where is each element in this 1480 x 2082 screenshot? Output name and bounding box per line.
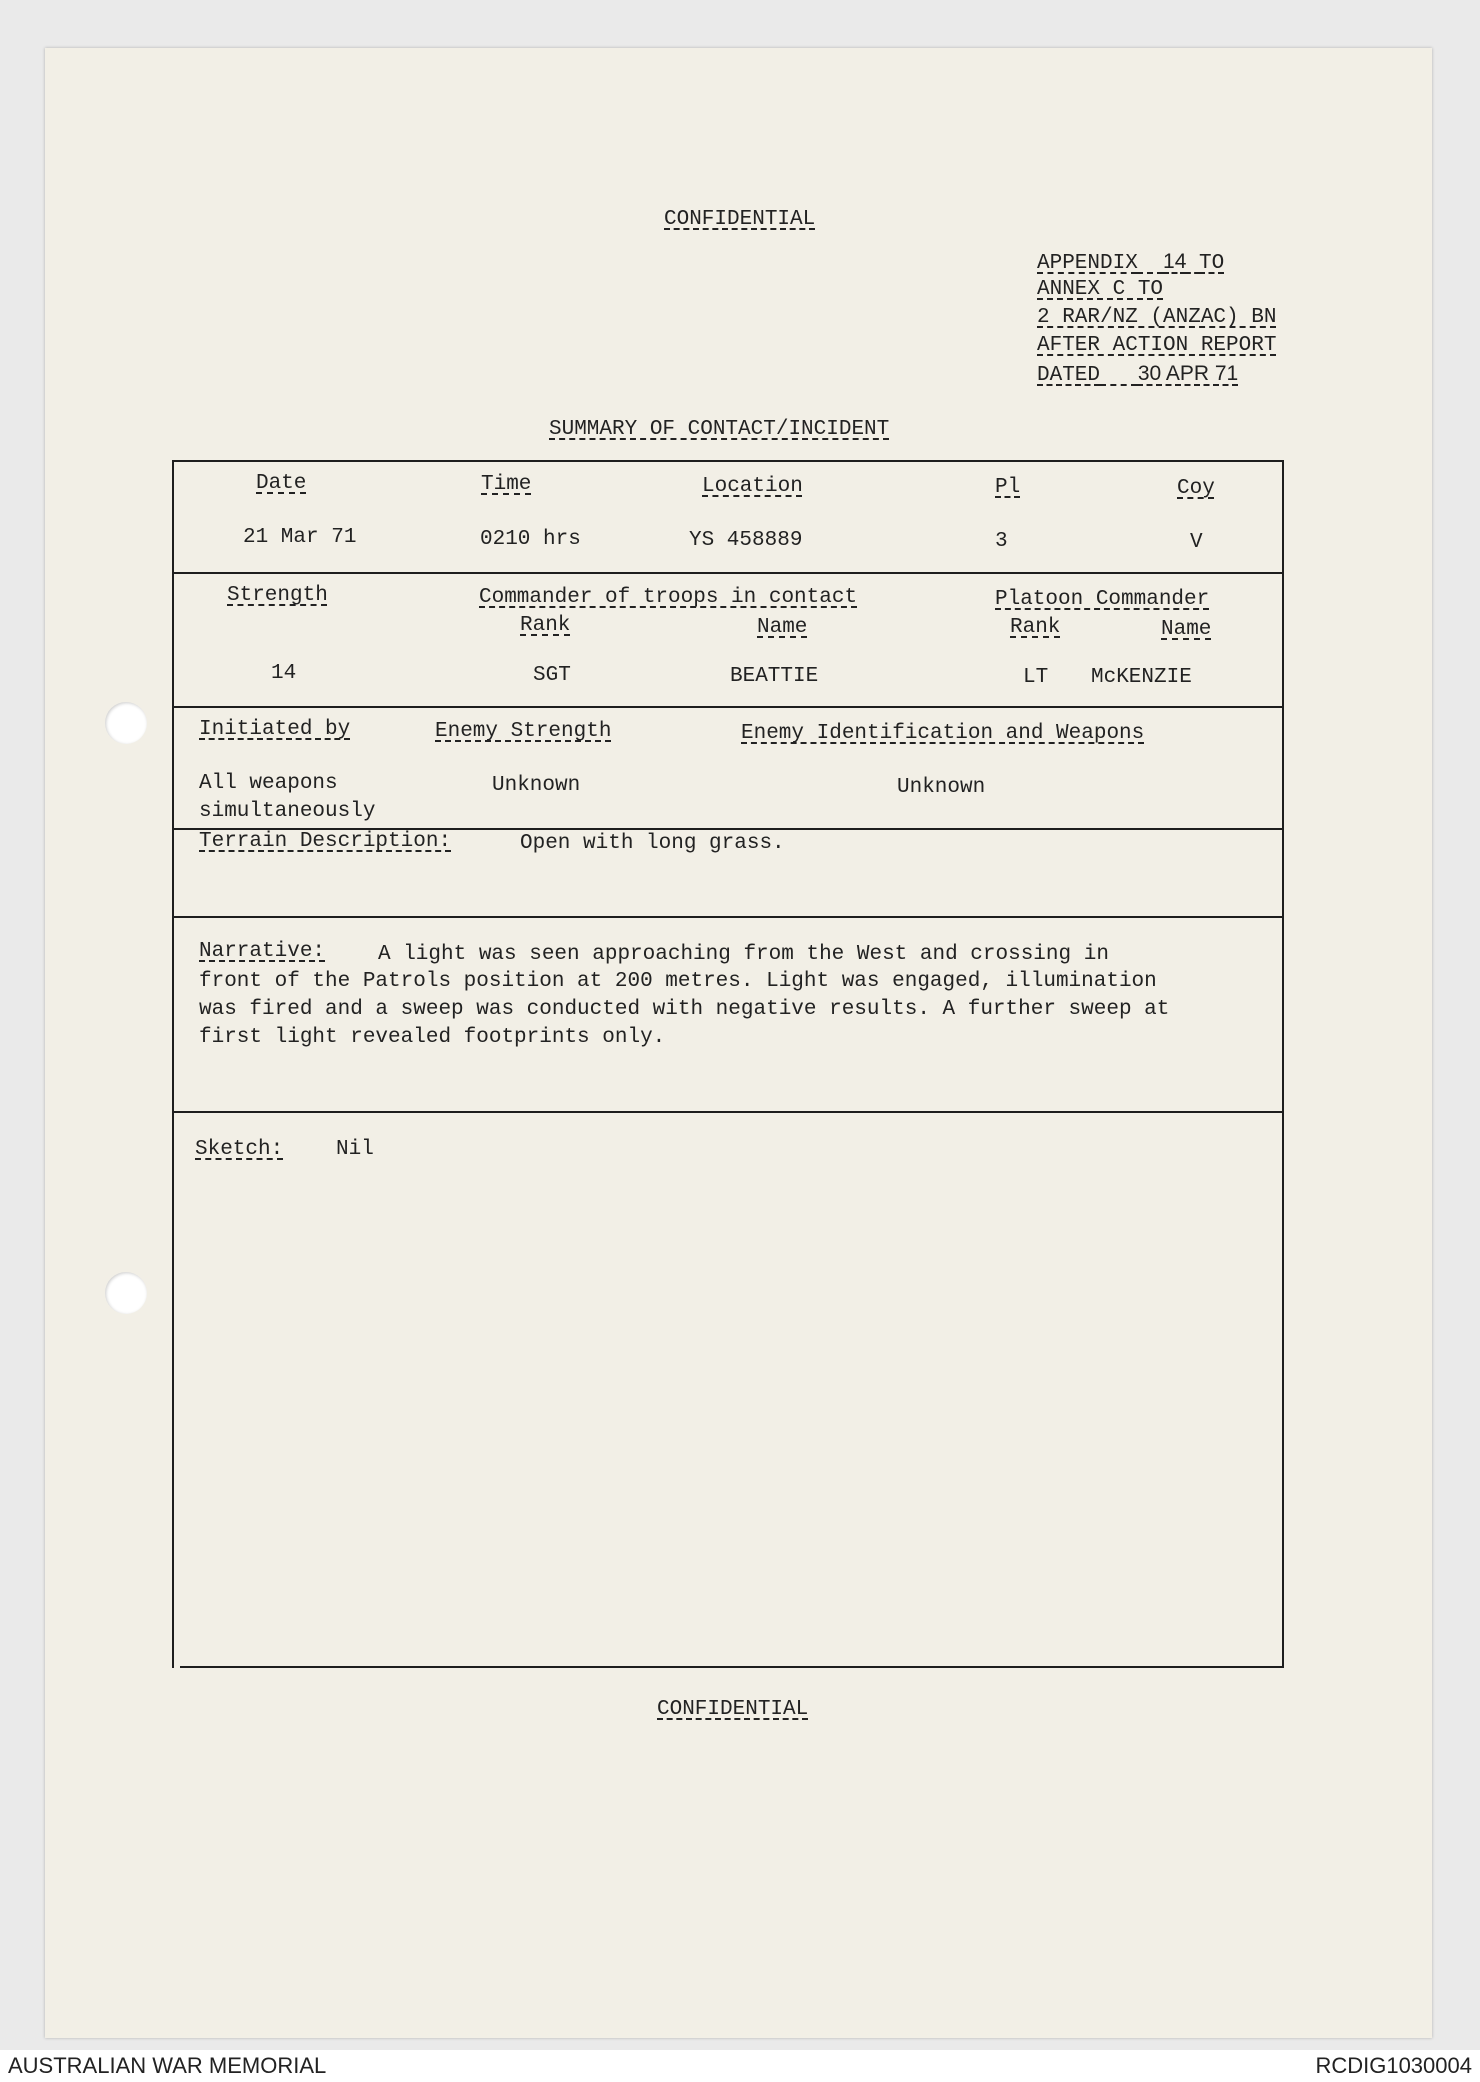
bottom-confidential-marking: CONFIDENTIAL: [657, 1698, 809, 1721]
label-commander-name: Name: [757, 616, 808, 639]
value-terrain: Open with long grass.: [520, 832, 785, 855]
label-platoon-commander: Platoon Commander: [995, 588, 1210, 611]
label-commander: Commander of troops in contact: [479, 586, 858, 609]
table-divider-4: [172, 916, 1284, 918]
top-confidential-marking: CONFIDENTIAL: [664, 208, 816, 231]
document-page: [45, 48, 1432, 2038]
value-company: V: [1190, 531, 1203, 554]
label-strength: Strength: [227, 584, 328, 607]
label-terrain: Terrain Description:: [199, 830, 452, 853]
narrative-line-1: A light was seen approaching from the West and crossing in: [378, 943, 1109, 966]
value-enemy-strength: Unknown: [492, 774, 581, 797]
annex-line: ANNEX C TO: [1037, 278, 1164, 301]
report-line: AFTER ACTION REPORT: [1037, 334, 1277, 357]
label-commander-rank: Rank: [520, 614, 571, 637]
table-divider-2: [172, 706, 1284, 708]
label-enemy-strength: Enemy Strength: [435, 720, 612, 743]
label-platoon-name: Name: [1161, 618, 1212, 641]
label-sketch: Sketch:: [195, 1138, 284, 1161]
value-initiated-by-2: simultaneously: [199, 800, 376, 823]
value-initiated-by-1: All weapons: [199, 772, 338, 795]
narrative-line-3: was fired and a sweep was conducted with negative results. A further sweep at: [199, 998, 1170, 1021]
value-platoon-name: McKENZIE: [1091, 666, 1192, 689]
value-time: 0210 hrs: [480, 528, 581, 551]
label-narrative: Narrative:: [199, 940, 326, 963]
narrative-line-2: front of the Patrols position at 200 metres. Light was engaged, illumination: [199, 970, 1157, 993]
value-platoon: 3: [995, 530, 1008, 553]
punch-hole-top: [105, 702, 147, 744]
table-right-border: [1282, 460, 1284, 1668]
form-title: SUMMARY OF CONTACT/INCIDENT: [549, 418, 890, 441]
appendix-line: APPENDIX 14 TO: [1037, 250, 1225, 275]
label-initiated-by: Initiated by: [199, 718, 351, 741]
value-platoon-rank: LT: [1023, 666, 1049, 689]
archive-reference: RCDIG1030004: [1315, 2053, 1472, 2078]
header-location: Location: [702, 475, 803, 498]
battalion-line: 2 RAR/NZ (ANZAC) BN: [1037, 306, 1277, 329]
table-divider-1: [172, 572, 1284, 574]
header-time: Time: [481, 473, 532, 496]
table-divider-5: [172, 1111, 1284, 1113]
dated-line: DATED 30 APR 71: [1037, 362, 1239, 387]
value-enemy-identification: Unknown: [897, 776, 986, 799]
archive-footer: [0, 2050, 1480, 2082]
punch-hole-bottom: [105, 1272, 147, 1314]
label-enemy-identification: Enemy Identification and Weapons: [741, 722, 1145, 745]
table-left-border: [172, 460, 174, 1668]
narrative-line-4: first light revealed footprints only.: [199, 1026, 666, 1049]
value-sketch: Nil: [336, 1138, 374, 1161]
value-commander-name: BEATTIE: [730, 665, 819, 688]
header-date: Date: [256, 472, 307, 495]
label-platoon-rank: Rank: [1010, 616, 1061, 639]
value-commander-rank: SGT: [533, 664, 571, 687]
header-platoon: Pl: [995, 476, 1021, 499]
table-bottom-border: [180, 1666, 1284, 1668]
archive-name: AUSTRALIAN WAR MEMORIAL: [8, 2053, 327, 2078]
value-location: YS 458889: [689, 529, 803, 552]
value-strength: 14: [271, 662, 297, 685]
value-date: 21 Mar 71: [243, 526, 357, 549]
header-company: Coy: [1177, 477, 1215, 500]
table-top-border: [172, 460, 1284, 462]
